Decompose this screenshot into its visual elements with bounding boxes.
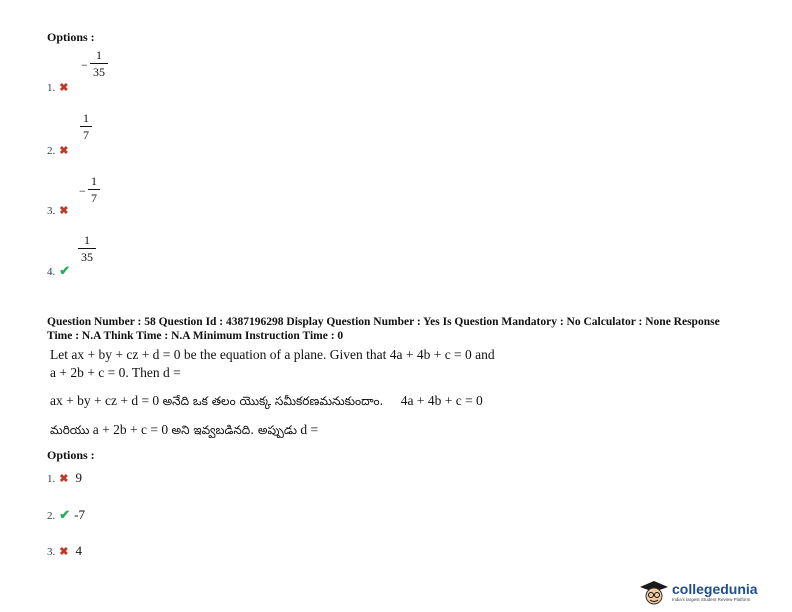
logo-tagline: India's largest Student Review Platform (672, 597, 751, 602)
wrong-mark-icon: ✖ (59, 145, 69, 157)
option-2: 2. ✔ -7 (47, 507, 85, 522)
question-text-english-line2: a + 2b + c = 0. Then d = (50, 365, 181, 380)
correct-check-icon: ✔ (59, 263, 71, 278)
option-number: 2. ✖ (47, 145, 69, 157)
wrong-mark-icon: ✖ (59, 82, 69, 94)
option-fraction: − 1 7 (88, 174, 100, 205)
options-heading: Options : (47, 448, 95, 462)
option-3: 3. ✖ 4 (47, 543, 82, 558)
correct-check-icon: ✔ (59, 507, 71, 522)
option-number: 4. ✔ (47, 263, 71, 278)
option-1: 1. ✖ 9 (47, 470, 82, 485)
option-number: 3. ✖ (47, 205, 69, 217)
option-fraction: − 1 35 (90, 48, 108, 79)
options-heading: Options : (47, 30, 95, 44)
question-text-telugu-line2: మరియు a + 2b + c = 0 అని ఇవ్వబడినది. అప్పుడు d = (50, 422, 319, 437)
collegedunia-logo (639, 580, 784, 606)
wrong-mark-icon: ✖ (59, 205, 69, 217)
question-meta: Question Number : 58 Question Id : 4387196298 Display Question Number : Yes Is Question Mandatory : No Calculator : None Response Time : N.A Think Time : N.A Minimum Instruction Time : 0 (47, 316, 720, 342)
logo-text: collegedunia (672, 581, 758, 597)
question-text-telugu-line1: ax + by + cz + d = 0 అనేది ఒక తలం యొక్క సమీకరణమనుకుందాం. 4a + 4b + c = 0 (50, 393, 483, 408)
question-text-english-line1: Let ax + by + cz + d = 0 be the equation of a plane. Given that 4a + 4b + c = 0 and (50, 347, 495, 362)
option-fraction: 1 7 (80, 111, 92, 142)
option-number: 1. ✖ (47, 82, 69, 94)
wrong-mark-icon: ✖ (59, 473, 69, 485)
wrong-mark-icon: ✖ (59, 546, 69, 558)
mascot-icon (639, 580, 669, 606)
option-fraction: 1 35 (78, 233, 96, 264)
